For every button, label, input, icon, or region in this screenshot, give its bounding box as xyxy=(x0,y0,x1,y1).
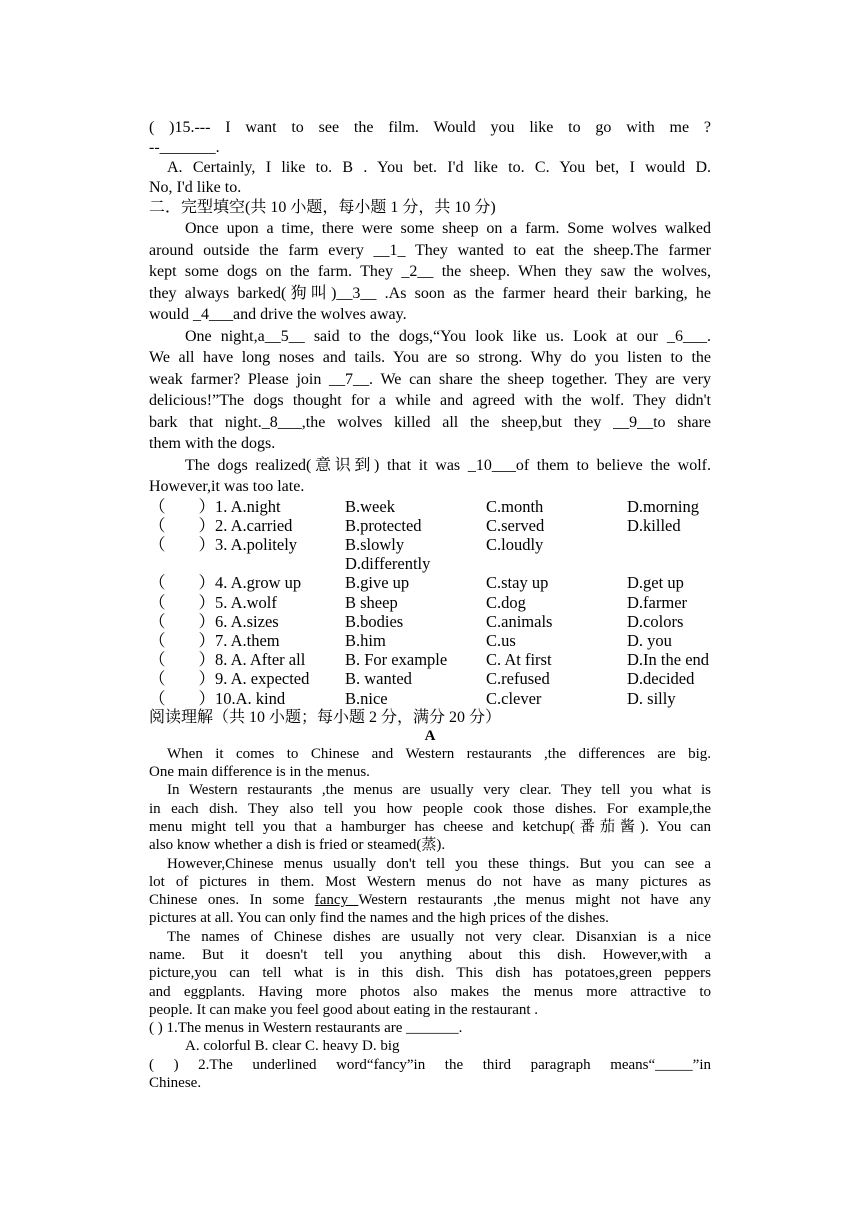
option-c: C.refused xyxy=(486,669,550,689)
cloze-option-row xyxy=(149,554,711,573)
reading-section xyxy=(149,708,711,1093)
question-15 xyxy=(149,118,711,198)
option-b: D.differently xyxy=(345,554,431,574)
reading-p3-line: However,Chinese menus usually don't tell you these things. But you can see a xyxy=(167,855,711,872)
cloze-p2-line: One night,a__5__ said to the dogs,“You look like us. Look at our _6___. xyxy=(185,327,711,345)
option-b: B.protected xyxy=(345,515,422,535)
option-c: C. At first xyxy=(486,650,552,670)
reading-p1-line: When it comes to Chinese and Western restaurants ,the differences are big. xyxy=(167,745,711,762)
passage-label: A xyxy=(424,727,436,744)
cloze-p2-line: delicious!”The dogs thought for a while and agreed with the wolf. They didn't xyxy=(149,392,711,409)
cloze-heading: 二．完型填空(共 10 小题，每小题 1 分，共 10 分) xyxy=(149,199,496,216)
cloze-p3-line: The dogs realized(意识到) that it was _10___of them to believe the wolf. xyxy=(185,456,711,474)
option-b: B sheep xyxy=(345,592,398,612)
option-a: 9. A. expected xyxy=(215,669,310,689)
cloze-option-row xyxy=(149,497,711,516)
reading-q2-stem-end: Chinese. xyxy=(149,1075,202,1092)
answer-paren: （ ） xyxy=(149,534,215,554)
option-c: C.served xyxy=(486,515,545,535)
answer-paren: （ ） xyxy=(149,669,215,689)
option-b: B. For example xyxy=(345,650,448,670)
option-c: C.dog xyxy=(486,592,526,612)
cloze-p2-line: them with the dogs. xyxy=(149,435,276,452)
option-c: C.us xyxy=(486,630,516,650)
cloze-option-row xyxy=(149,689,711,708)
cloze-p2-line: weak farmer? Please join __7__. We can share the sheep together. They are very xyxy=(149,370,711,388)
cloze-option-row xyxy=(149,631,711,650)
cloze-section xyxy=(149,198,711,708)
option-a: 1. A.night xyxy=(215,496,281,516)
option-a: 7. A.them xyxy=(215,630,280,650)
option-d: D.farmer xyxy=(627,592,688,612)
option-d: D. silly xyxy=(627,688,676,708)
option-c: C.animals xyxy=(486,611,553,631)
answer-paren xyxy=(149,554,215,573)
answer-paren: （ ） xyxy=(149,650,215,670)
option-d: D. you xyxy=(627,630,672,650)
option-a xyxy=(215,554,345,573)
option-c: C.loudly xyxy=(486,534,544,554)
reading-p3-line: pictures at all. You can only find the names and the high prices of the dishes. xyxy=(149,910,609,927)
reading-p1-line: One main difference is in the menus. xyxy=(149,764,370,781)
cloze-p1-line: would _4___and drive the wolves away. xyxy=(149,306,407,323)
option-d: D.In the end xyxy=(627,650,710,670)
cloze-option-row xyxy=(149,593,711,612)
exam-page xyxy=(149,118,711,1092)
option-a: 6. A.sizes xyxy=(215,611,279,631)
reading-p2-line: menu might tell you that a hamburger has cheese and ketchup(番茄酱). You can xyxy=(149,818,711,835)
q15-options: A. Certainly, I like to. B . You bet. I'd like to. C. You bet, I would D. xyxy=(167,159,711,176)
option-a: 3. A.politely xyxy=(215,534,298,554)
cloze-p3-line: However,it was too late. xyxy=(149,477,305,495)
reading-p3-line: lot of pictures in them. Most Western menus do not have as many pictures as xyxy=(149,873,711,890)
option-a: 2. A.carried xyxy=(215,515,293,535)
cloze-p1-line: kept some dogs on the farm. They _2__ the sheep. When they saw the wolves, xyxy=(149,263,711,280)
option-d: D.decided xyxy=(627,669,695,689)
cloze-paragraph-3 xyxy=(149,455,711,497)
cloze-option-row xyxy=(149,669,711,688)
answer-paren: （ ） xyxy=(149,630,215,650)
option-b: B.him xyxy=(345,630,386,650)
reading-heading: 阅读理解（共 10 小题；每小题 2 分，满分 20 分） xyxy=(149,708,502,726)
reading-p3-text: Chinese ones. In some xyxy=(149,892,315,909)
reading-paragraph-3 xyxy=(149,855,711,928)
option-d: D.killed xyxy=(627,515,681,535)
option-d xyxy=(627,535,711,554)
answer-paren: （ ） xyxy=(149,573,215,593)
reading-p2-line: in each dish. They also tell you how people cook those dishes. For example,the xyxy=(149,800,711,817)
cloze-options-table xyxy=(149,497,711,708)
cloze-option-row xyxy=(149,516,711,535)
cloze-option-row xyxy=(149,650,711,669)
option-a: 4. A.grow up xyxy=(215,573,302,593)
option-b: B.give up xyxy=(345,573,410,593)
reading-p4-line: The names of Chinese dishes are usually not very clear. Disanxian is a nice xyxy=(167,928,711,945)
q15-stem: ( )15.--- I want to see the film. Would you like to go with me ? xyxy=(149,119,711,136)
cloze-p1-line: around outside the farm every __1_ They wanted to eat the sheep.The farmer xyxy=(149,241,711,259)
reading-p2-line: also know whether a dish is fried or steamed(蒸). xyxy=(149,837,446,854)
option-a: 5. A.wolf xyxy=(215,592,277,612)
cloze-p1-line: they always barked(狗叫)__3__ .As soon as the farmer heard their barking, he xyxy=(149,284,711,302)
cloze-p2-line: bark that night._8___,the wolves killed all the sheep,but they __9__to share xyxy=(149,413,711,431)
cloze-option-row xyxy=(149,573,711,592)
option-b: B.week xyxy=(345,496,395,516)
option-b: B.bodies xyxy=(345,611,404,631)
reading-q1-options: A. colorful B. clear C. heavy D. big xyxy=(185,1038,400,1055)
option-c: C.month xyxy=(486,496,544,516)
cloze-paragraph-2 xyxy=(149,326,711,455)
answer-paren: （ ） xyxy=(149,611,215,631)
q15-blank: --_______. xyxy=(149,139,220,156)
reading-paragraph-2 xyxy=(149,781,711,854)
reading-q2-stem: ( ) 2.The underlined word“fancy”in the third paragraph means“_____”in xyxy=(149,1056,711,1073)
option-c xyxy=(486,554,627,573)
reading-p3-line-with-underline xyxy=(149,891,711,909)
option-b: B.nice xyxy=(345,688,388,708)
reading-question-2 xyxy=(149,1056,711,1093)
reading-question-1 xyxy=(149,1019,711,1056)
option-c: C.stay up xyxy=(486,573,549,593)
option-d: D.colors xyxy=(627,611,684,631)
reading-p2-line: In Western restaurants ,the menus are usually very clear. They tell you what is xyxy=(167,782,711,799)
reading-p4-line: name. But it doesn't tell you anything about this dish. However,with a xyxy=(149,947,711,963)
option-a: 8. A. After all xyxy=(215,650,306,670)
option-a: 10.A. kind xyxy=(215,688,286,708)
reading-paragraph-4 xyxy=(149,928,711,1019)
reading-p4-line: and eggplants. Having more photos also makes the menus more attractive to xyxy=(149,983,711,1000)
option-c: C.clever xyxy=(486,688,542,708)
option-b: B.slowly xyxy=(345,534,405,554)
cloze-paragraph-1 xyxy=(149,218,711,326)
answer-paren: （ ） xyxy=(149,688,215,708)
underlined-word-fancy: fancy xyxy=(314,892,359,909)
cloze-option-row xyxy=(149,535,711,554)
option-d: D.get up xyxy=(627,573,684,593)
reading-paragraph-1 xyxy=(149,745,711,782)
option-d xyxy=(627,554,711,573)
answer-paren: （ ） xyxy=(149,592,215,612)
reading-q1-stem: ( ) 1.The menus in Western restaurants are _______. xyxy=(149,1020,463,1037)
option-b: B. wanted xyxy=(345,669,412,689)
q15-option-d: No, I'd like to. xyxy=(149,179,242,196)
cloze-option-row xyxy=(149,612,711,631)
answer-paren: （ ） xyxy=(149,515,215,535)
reading-p3-text: Western restaurants ,the menus might not have any xyxy=(358,892,711,909)
answer-paren: （ ） xyxy=(149,496,215,516)
option-d: D.morning xyxy=(627,496,699,516)
reading-p4-line: people. It can make you feel good about eating in the restaurant . xyxy=(149,1001,539,1018)
cloze-p1-line: Once upon a time, there were some sheep on a farm. Some wolves walked xyxy=(185,220,711,237)
reading-p4-line: picture,you can tell what is in this dish. This dish has potatoes,green peppers xyxy=(149,965,711,982)
cloze-p2-line: We all have long noses and tails. You are so strong. Why do you listen to the xyxy=(149,349,711,366)
